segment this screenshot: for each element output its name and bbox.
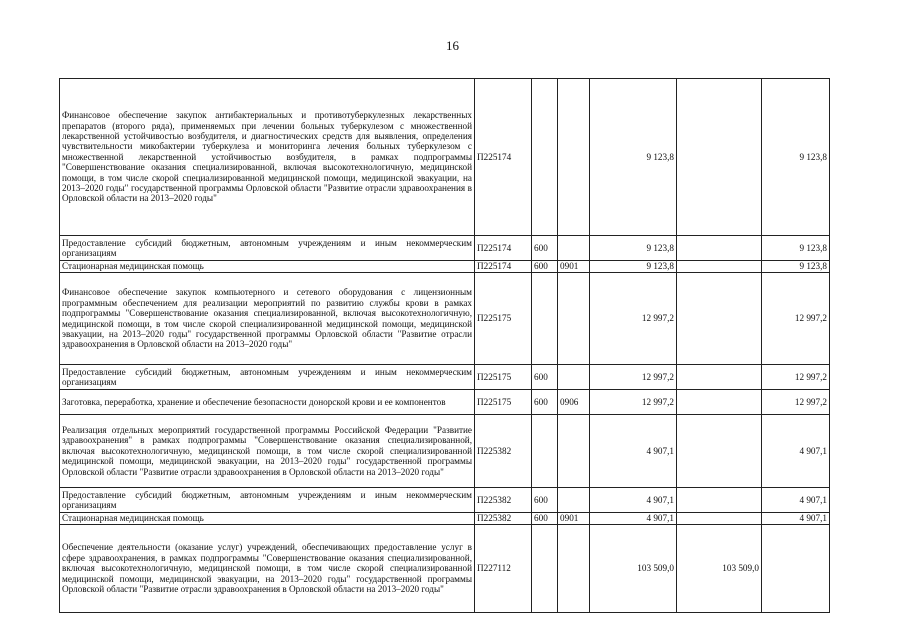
budget-table (59, 78, 830, 613)
table-row (60, 525, 830, 613)
expense-type: 600 (532, 488, 558, 513)
table-row (60, 365, 830, 390)
table-row (60, 261, 830, 273)
section-code: 0901 (558, 261, 590, 273)
table-row (60, 236, 830, 261)
section-code (558, 79, 590, 236)
expense-type: 600 (532, 236, 558, 261)
expense-type (532, 525, 558, 613)
amount-column-3: 12 997,2 (762, 365, 830, 390)
table-row (60, 488, 830, 513)
amount-column-2 (677, 415, 762, 488)
expense-type: 600 (532, 261, 558, 273)
expense-type (532, 273, 558, 365)
target-code: П225175 (475, 390, 532, 415)
amount-total: 12 997,2 (590, 365, 677, 390)
row-name: Заготовка, переработка, хранение и обеспечение безопасности донорской крови и ее компонентов (60, 390, 475, 415)
amount-total: 9 123,8 (590, 261, 677, 273)
table-row (60, 273, 830, 365)
amount-total: 9 123,8 (590, 236, 677, 261)
amount-column-3: 9 123,8 (762, 261, 830, 273)
row-name: Стационарная медицинская помощь (60, 513, 475, 525)
section-code (558, 488, 590, 513)
amount-column-2 (677, 236, 762, 261)
section-code (558, 525, 590, 613)
expense-type: 600 (532, 365, 558, 390)
row-name: Предоставление субсидий бюджетным, автономным учреждениям и иным некоммерческим организациям (60, 488, 475, 513)
expense-type (532, 79, 558, 236)
section-code (558, 365, 590, 390)
amount-total: 4 907,1 (590, 513, 677, 525)
row-name: Реализация отдельных мероприятий государственной программы Российской Федерации "Развитие здравоохранения" в рамках подпрограммы "Совершенствование оказания специализированной, включая высокотехнологичную, медицинской помощи, в том числе скорой специализированной медицинской помощи, медицинской эвакуации, на 2013–2020 годы" государственной программы Орловской области "Развитие отрасли здравоохранения в Орловской области на 2013–2020 годы" (60, 415, 475, 488)
row-name: Предоставление субсидий бюджетным, автономным учреждениям и иным некоммерческим организациям (60, 365, 475, 390)
amount-total: 4 907,1 (590, 488, 677, 513)
amount-column-2 (677, 513, 762, 525)
table-row (60, 390, 830, 415)
amount-column-3: 12 997,2 (762, 273, 830, 365)
section-code: 0901 (558, 513, 590, 525)
row-name: Финансовое обеспечение закупок антибактериальных и противотуберкулезных лекарственных препаратов (второго ряда), применяемых при лечении больных туберкулезом с множественной лекарственной устойчивостью возбудителя, и диагностических средств для выявления, определения чувствительности микобактерии туберкулеза и мониторинга лечения больных туберкулезом с множественной лекарственной устойчивостью возбудителя, в рамках подпрограммы "Совершенствование оказания специализированной, включая высокотехнологичную, медицинской помощи, в том числе скорой специализированной медицинской помощи, медицинской эвакуации, на 2013–2020 годы" государственной программы Орловской области "Развитие отрасли здравоохранения в Орловской области на 2013–2020 годы" (60, 79, 475, 236)
amount-column-2 (677, 79, 762, 236)
expense-type: 600 (532, 513, 558, 525)
target-code: П225174 (475, 236, 532, 261)
amount-total: 12 997,2 (590, 273, 677, 365)
section-code (558, 236, 590, 261)
amount-column-3: 4 907,1 (762, 415, 830, 488)
amount-column-3: 9 123,8 (762, 79, 830, 236)
amount-column-3: 9 123,8 (762, 236, 830, 261)
table-row (60, 513, 830, 525)
target-code: П225382 (475, 513, 532, 525)
target-code: П225382 (475, 415, 532, 488)
amount-total: 4 907,1 (590, 415, 677, 488)
amount-column-3: 4 907,1 (762, 488, 830, 513)
amount-total: 103 509,0 (590, 525, 677, 613)
amount-column-3: 12 997,2 (762, 390, 830, 415)
amount-column-3 (762, 525, 830, 613)
section-code (558, 415, 590, 488)
amount-column-2 (677, 390, 762, 415)
section-code (558, 273, 590, 365)
amount-total: 9 123,8 (590, 79, 677, 236)
amount-column-2 (677, 261, 762, 273)
expense-type (532, 415, 558, 488)
target-code: П225175 (475, 273, 532, 365)
amount-column-3: 4 907,1 (762, 513, 830, 525)
target-code: П227112 (475, 525, 532, 613)
amount-column-2 (677, 273, 762, 365)
table-row (60, 79, 830, 236)
amount-column-2 (677, 365, 762, 390)
row-name: Предоставление субсидий бюджетным, автономным учреждениям и иным некоммерческим организациям (60, 236, 475, 261)
target-code: П225174 (475, 79, 532, 236)
table-row (60, 415, 830, 488)
target-code: П225174 (475, 261, 532, 273)
amount-column-2 (677, 488, 762, 513)
expense-type: 600 (532, 390, 558, 415)
row-name: Стационарная медицинская помощь (60, 261, 475, 273)
target-code: П225175 (475, 365, 532, 390)
amount-column-2: 103 509,0 (677, 525, 762, 613)
section-code: 0906 (558, 390, 590, 415)
target-code: П225382 (475, 488, 532, 513)
row-name: Обеспечение деятельности (оказание услуг) учреждений, обеспечивающих предоставление услуг в сфере здравоохранения, в рамках подпрограммы "Совершенствование оказания специализированной, включая высокотехнологичную, медицинской помощи, в том числе скорой специализированной медицинской помощи, медицинской эвакуации, на 2013–2020 годы" государственной программы Орловской области "Развитие отрасли здравоохранения в Орловской области на 2013–2020 годы" (60, 525, 475, 613)
row-name: Финансовое обеспечение закупок компьютерного и сетевого оборудования с лицензионным программным обеспечением для реализации мероприятий по развитию службы крови в рамках подпрограммы "Совершенствование оказания специализированной, включая высокотехнологичную, медицинской помощи, в том числе скорой специализированной медицинской помощи, медицинской эвакуации, на 2013–2020 годы" государственной программы Орловской области "Развитие отрасли здравоохранения в Орловской области на 2013–2020 годы" (60, 273, 475, 365)
page-number: 16 (446, 38, 459, 53)
amount-total: 12 997,2 (590, 390, 677, 415)
